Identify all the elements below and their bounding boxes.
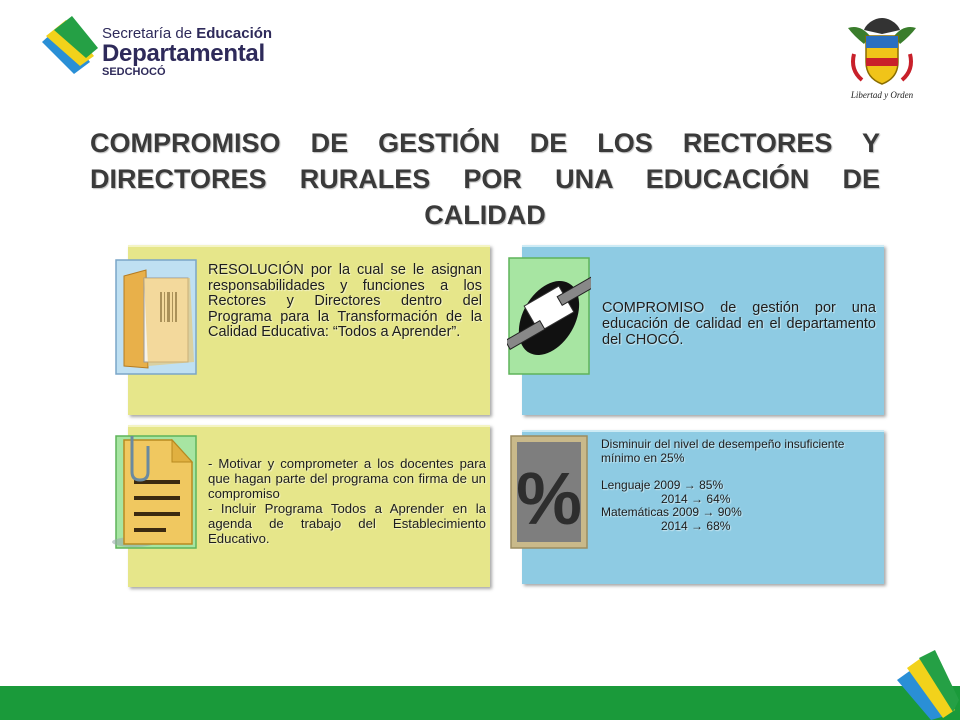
coat-of-arms-icon xyxy=(840,14,924,90)
crest-motto: Libertad y Orden xyxy=(850,90,914,100)
actions-line-2: - Incluir Programa Todos a Aprender en la agenda de trabajo del Establecimiento Educativo. xyxy=(208,501,486,546)
arrow-right-icon: → xyxy=(691,491,704,506)
arrow-right-icon: → xyxy=(683,478,696,492)
logo-line-3: SEDCHOCÓ xyxy=(102,66,166,78)
folder-icon xyxy=(114,258,198,381)
page-title: COMPROMISO DE GESTIÓN DE LOS RECTORES Y DIRECTORES RURALES POR UNA EDUCACIÓN DE CALIDAD xyxy=(90,128,880,230)
svg-text:%: % xyxy=(516,457,582,540)
commitment-text: COMPROMISO de gestión por una educación de calidad en el departamento del CHOCÓ. xyxy=(602,300,876,348)
goals-text xyxy=(601,438,871,533)
coat-of-arms xyxy=(840,14,924,100)
lenguaje-2014-row: 2014 → 64% xyxy=(661,491,731,506)
matematicas-2009-row: Matemáticas 2009 → 90% xyxy=(601,505,742,519)
matematicas-2014-row: 2014 → 68% xyxy=(661,518,731,533)
logo-line-2: Departamental xyxy=(102,40,265,67)
notepad-clip-icon xyxy=(110,432,200,557)
goals-intro: Disminuir del nivel de desempeño insuficiente mínimo en 25% xyxy=(601,437,845,465)
actions-line-1: - Motivar y comprometer a los docentes para que hagan parte del programa con firma de un compromiso xyxy=(208,456,486,501)
sedchoco-logo xyxy=(40,14,280,86)
resolution-text: RESOLUCIÓN por la cual se le asignan responsabilidades y funciones a los Rectores y Directores dentro del Programa para la Transformación de la Calidad Educativa: “Todos a Aprender”. xyxy=(208,262,482,340)
logo-line-1: Secretaría de Educación xyxy=(102,25,273,42)
percent-icon xyxy=(509,434,589,555)
arrow-right-icon: → xyxy=(702,505,715,519)
handshake-document-icon xyxy=(507,256,591,381)
footer-bar xyxy=(0,686,960,720)
arrow-right-icon: → xyxy=(691,518,704,533)
actions-text xyxy=(208,456,486,546)
logo-stripes-icon xyxy=(40,14,102,86)
corner-stripes-icon xyxy=(895,650,960,725)
lenguaje-2009-row: Lenguaje 2009 → 85% xyxy=(601,478,724,492)
